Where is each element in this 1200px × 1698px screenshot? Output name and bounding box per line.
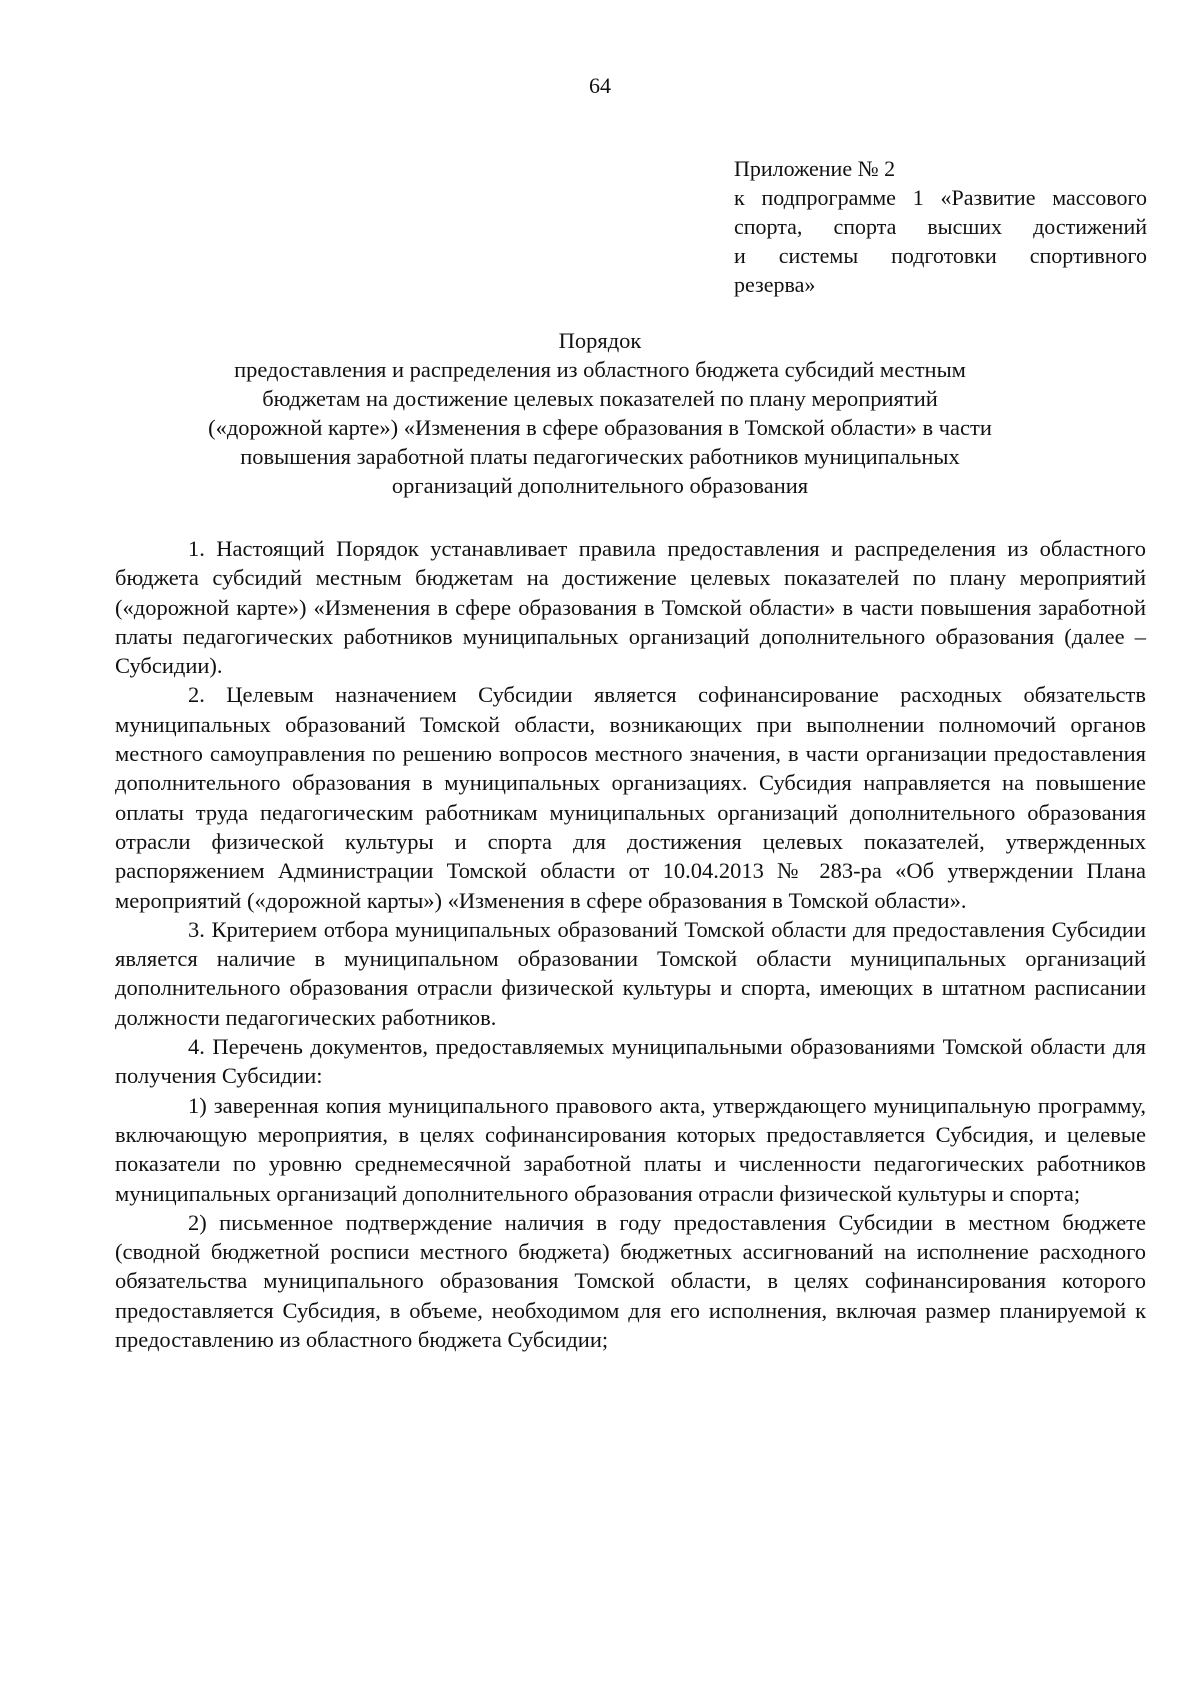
appendix-line: резерва» — [734, 272, 816, 297]
paragraph-4-item-1: 1) заверенная копия муниципального правового акта, утверждающего муниципальную программу, включающую мероприятия, в целях софинансирования которых предоставляется Субсидия, и целевые показатели по уровню среднемесячной заработной платы и численности педагогических работников муниципальных организаций дополнительного образования отрасли физической культуры и спорта; — [115, 1092, 1146, 1206]
paragraph-4-item-2: 2) письменное подтверждение наличия в году предоставления Субсидии в местном бюджете (сводной бюджетной росписи местного бюджета) бюджетных ассигнований на исполнение расходного обязательства муниципального образования Томской области, в целях софинансирования которого предоставляется Субсидия, в объеме, необходимом для его исполнения, включая размер планируемой к предоставлению из областного бюджета Субсидии; — [115, 1209, 1146, 1353]
title-line: («дорожной карте») «Изменения в сфере образования в Томской области» в части — [208, 415, 992, 440]
title-line: предоставления и распределения из областного бюджета субсидий местным — [234, 357, 966, 382]
paragraph-3: 3. Критерием отбора муниципальных образований Томской области для предоставления Субсидии является наличие в муниципальном образовании Томской области муниципальных организаций дополнительного образования отрасли физической культуры и спорта, имеющих в штатном расписании должности педагогических работников. — [115, 916, 1146, 1030]
title-line: организаций дополнительного образования — [391, 473, 809, 498]
appendix-line: и системы подготовки спортивного — [734, 243, 1147, 268]
title-heading: Порядок — [558, 328, 642, 353]
paragraph-1: 1. Настоящий Порядок устанавливает правила предоставления и распределения из областного бюджета субсидий местным бюджетам на достижение целевых показателей по плану мероприятий («дорожной карте») «Изменения в сфере образования в Томской области» в части повышения заработной платы педагогических работников муниципальных организаций дополнительного образования (далее – Субсидии). — [115, 536, 1146, 679]
appendix-line: Приложение № 2 — [734, 156, 896, 181]
document-body — [115, 534, 1146, 1354]
appendix-line: к подпрограмме 1 «Развитие массового — [734, 185, 1147, 210]
page-number: 64 — [589, 73, 611, 98]
appendix-line: спорта, спорта высших достижений — [734, 214, 1147, 239]
title-line: повышения заработной платы педагогических работников муниципальных — [240, 444, 960, 469]
paragraph-4: 4. Перечень документов, предоставляемых муниципальными образованиями Томской области для получения Субсидии: — [115, 1034, 1146, 1089]
title-line: бюджетам на достижение целевых показателей по плану мероприятий — [262, 386, 938, 411]
document-title — [120, 326, 1080, 500]
paragraph-2: 2. Целевым назначением Субсидии является софинансирование расходных обязательств муниципальных образований Томской области, возникающих при выполнении полномочий органов местного самоуправления по решению вопросов местного значения, в части организации предоставления дополнительного образования в муниципальных организациях. Субсидия направляется на повышение оплаты труда педагогическим работникам муниципальных организаций дополнительного образования отрасли физической культуры и спорта для достижения целевых показателей, утвержденных распоряжением Администрации Томской области от 10.04.2013 № 283-ра «Об утверждении Плана мероприятий («дорожной карты») «Изменения в сфере образования в Томской области». — [115, 682, 1146, 913]
appendix-note — [734, 154, 1147, 299]
